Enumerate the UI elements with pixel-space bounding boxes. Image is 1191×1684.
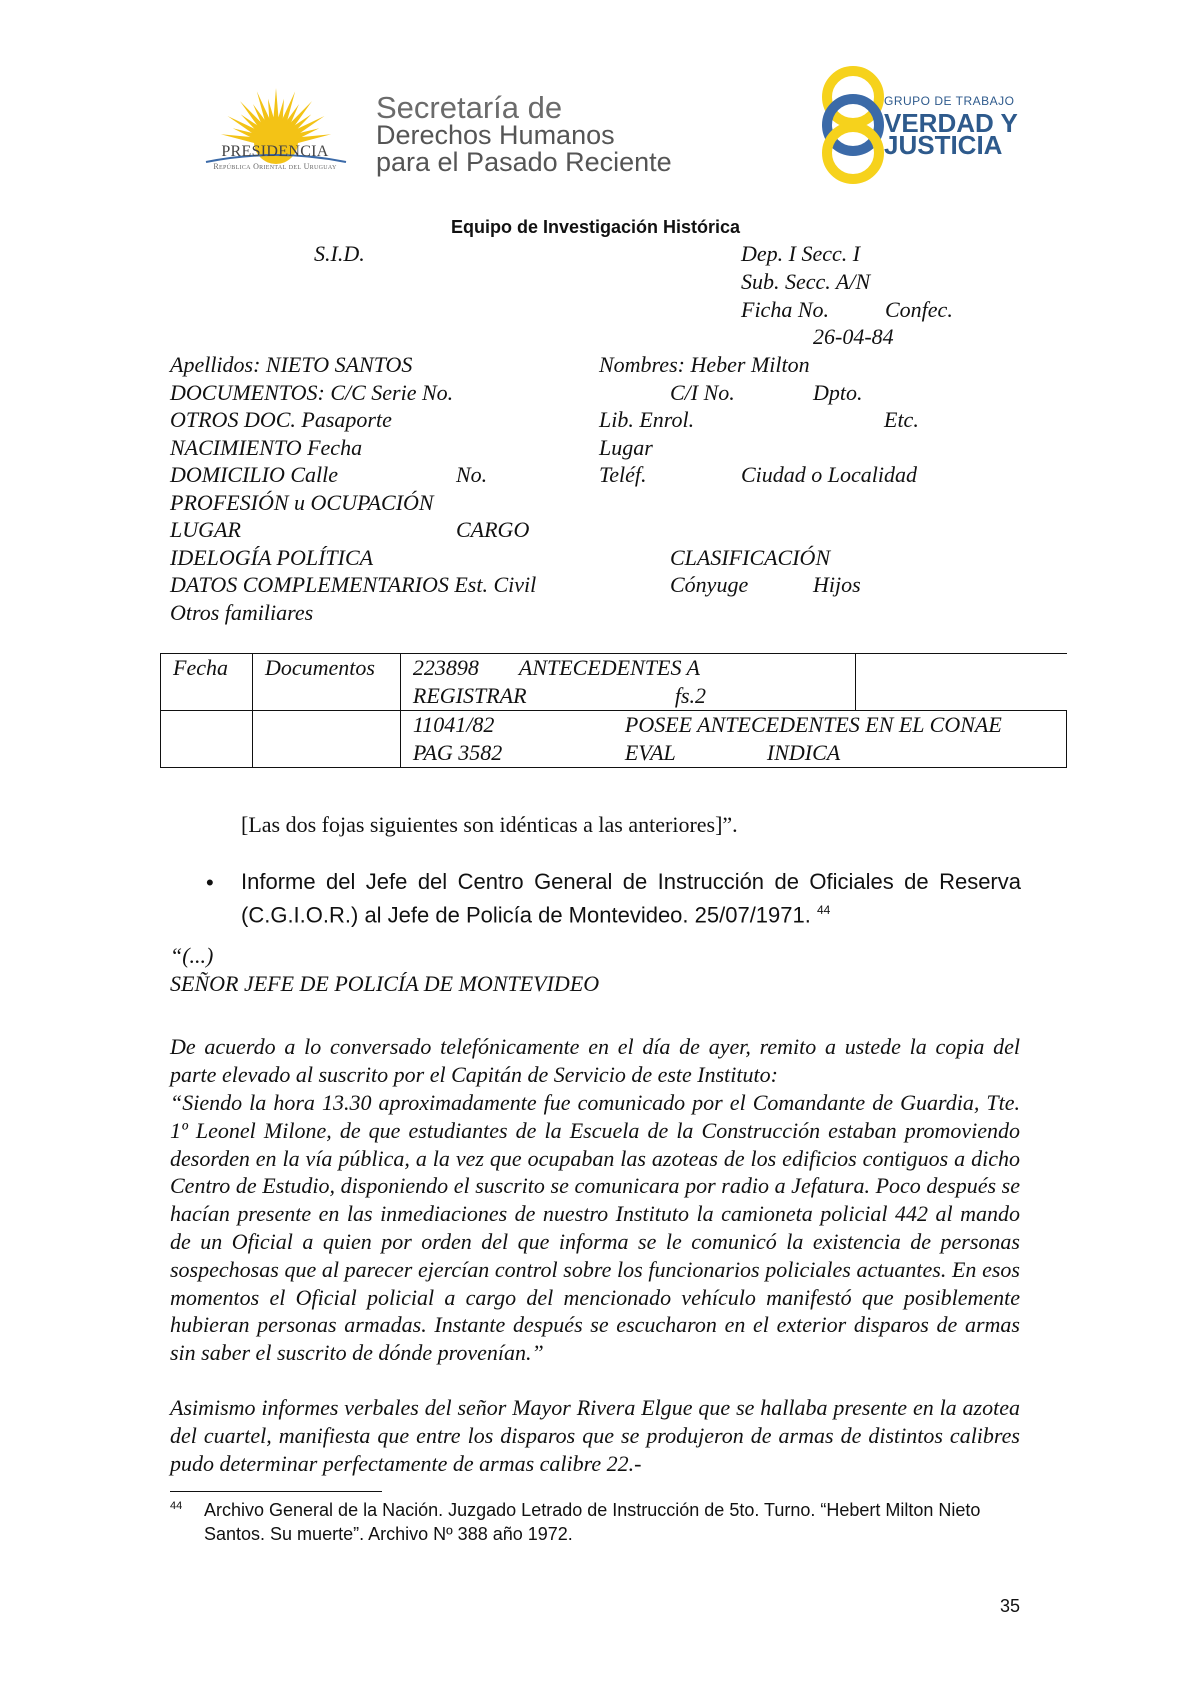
table-row	[161, 654, 1067, 711]
ficha-ficha-no: Ficha No.	[741, 297, 829, 322]
footnote-ref: 44	[817, 903, 831, 917]
ficha-nombres: Nombres: Heber Milton	[599, 352, 810, 377]
secretaria-line3: para el Pasado Reciente	[376, 147, 672, 177]
paragraph-1: De acuerdo a lo conversado telefónicamente en el día de ayer, remito a ustede la copia del parte elevado al suscrito por el Capitán de Servicio de este Instituto:	[170, 1034, 1020, 1087]
ficha-cargo: CARGO	[456, 517, 530, 542]
ficha-dep: Dep. I Secc. I	[741, 241, 861, 266]
ficha-telef: Teléf.	[599, 462, 647, 487]
presidencia-name: PRESIDENCIA	[221, 143, 329, 160]
addressee: SEÑOR JEFE DE POLICÍA DE MONTEVIDEO	[170, 971, 600, 996]
footnote-divider	[170, 1491, 382, 1492]
ficha-sid: S.I.D.	[314, 241, 365, 266]
presidencia-subtitle: República Oriental del Uruguay	[213, 162, 337, 171]
entry-2-number: 11041/82	[412, 712, 495, 737]
ficha-subsecc: Sub. Secc. A/N	[741, 269, 871, 294]
ficha-nacimiento: NACIMIENTO Fecha	[170, 435, 363, 460]
ficha-conyuge: Cónyuge	[670, 572, 749, 597]
secretaria-line1: Secretaría de	[376, 90, 563, 125]
entry-2-line2b: EVAL	[624, 740, 676, 765]
paragraph-2: “Siendo la hora 13.30 aproximadamente fue comunicado por el Comandante de Guardia, Tte. 1º Leonel Milone, de que estudiantes de la Escuela de la Construcción estaban promoviendo desorden en la vía pública, a la vez que ocupaban las azoteas de los edificios contiguos a dicho Centro de Estudio, disponiendo el suscrito se comunicara por radio a Jefatura. Poco después se hacían presente en las inmediaciones de nuestro Instituto la camioneta policial 442 al mando de un Oficial a quien por orden del que informa se le comunicó la existencia de personas sospechosas que al parecer ejercían control sobre los funcionarios policiales actuantes. En esos momentos el Oficial policial a cargo del mencionado vehículo manifestó que posiblemente hubieran personas armadas. Instante después se escucharon en el exterior disparos de armas sin saber el suscrito de dónde provenían.”	[170, 1090, 1020, 1366]
table-cell-empty	[856, 654, 1067, 711]
entry-1-line2b: fs.2	[674, 683, 707, 708]
ficha-documentos: DOCUMENTOS: C/C Serie No.	[170, 380, 454, 405]
entry-2-text: POSEE ANTECEDENTES EN EL CONAE	[624, 712, 1002, 737]
entry-2-line2a: PAG 3582	[412, 740, 503, 765]
table-cell-entry-2	[400, 711, 1066, 768]
table-cell-empty	[252, 711, 400, 768]
entry-1-text: ANTECEDENTES A	[518, 655, 700, 680]
note-identicas: [Las dos fojas siguientes son idénticas a las anteriores]”.	[241, 812, 738, 837]
quote-open: “(...)	[170, 943, 214, 968]
ficha-hijos: Hijos	[813, 572, 861, 597]
ficha-dpto: Dpto.	[813, 380, 863, 405]
grupo-line3: JUSTICIA	[884, 130, 1003, 160]
ficha-confec: Confec.	[885, 297, 953, 322]
verdad-justicia-rings-logo	[813, 64, 893, 186]
entry-1-number: 223898	[412, 655, 479, 680]
ficha-lugar-nac: Lugar	[599, 435, 653, 460]
ficha-dom-no: No.	[456, 462, 488, 487]
ficha-date: 26-04-84	[813, 324, 894, 349]
table-row	[161, 711, 1067, 768]
ficha-lib-enrol: Lib. Enrol.	[599, 407, 695, 432]
bullet-text: Informe del Jefe del Centro General de Instrucción de Oficiales de Reserva (C.G.I.O.R.) al Jefe de Policía de Montevideo. 25/07/1971.	[241, 869, 1021, 928]
grupo-line1: GRUPO DE TRABAJO	[884, 94, 1015, 108]
table-cell-entry-1	[400, 654, 856, 711]
ficha-etc: Etc.	[884, 407, 919, 432]
footnote-number: 44	[170, 1500, 183, 1512]
footnote-text: Archivo General de la Nación. Juzgado Letrado de Instrucción de 5to. Turno. “Hebert Milton Nieto Santos. Su muerte”. Archivo Nº 388 año 1972.	[204, 1500, 981, 1544]
ficha-otros-familiares: Otros familiares	[170, 600, 314, 625]
ficha-profesion: PROFESIÓN u OCUPACIÓN	[170, 490, 434, 515]
ficha-ci-no: C/I No.	[670, 380, 735, 405]
entry-2-line2c: INDICA	[766, 740, 841, 765]
table-cell-fecha-header: Fecha	[161, 654, 253, 711]
antecedentes-table	[160, 653, 1067, 768]
entry-1-line2a: REGISTRAR	[412, 683, 527, 708]
table-cell-documentos-header: Documentos	[252, 654, 400, 711]
ficha-lugar: LUGAR	[170, 517, 241, 542]
team-title: Equipo de Investigación Histórica	[450, 217, 741, 237]
ficha-otros-doc: OTROS DOC. Pasaporte	[170, 407, 392, 432]
ficha-ideologia: IDELOGÍA POLÍTICA	[170, 545, 374, 570]
bullet-item	[241, 868, 1021, 929]
secretaria-line2: Derechos Humanos	[376, 120, 615, 150]
paragraph-3: Asimismo informes verbales del señor Mayor Rivera Elgue que se hallaba presente en la azotea del cuartel, manifiesta que entre los disparos que se produjeron de armas de distintos calibres pudo determinar perfectamente de armas calibre 22.-	[170, 1395, 1020, 1476]
ficha-ciudad: Ciudad o Localidad	[741, 462, 918, 487]
page-number: 35	[1000, 1596, 1021, 1616]
ficha-datos-comp: DATOS COMPLEMENTARIOS Est. Civil	[170, 572, 537, 597]
ficha-apellidos: Apellidos: NIETO SANTOS	[170, 352, 413, 377]
table-cell-empty	[161, 711, 253, 768]
grupo-line2: VERDAD Y	[884, 108, 1018, 138]
ficha-domicilio: DOMICILIO Calle	[170, 462, 339, 487]
bullet-icon: •	[206, 870, 214, 895]
ficha-clasificacion: CLASIFICACIÓN	[670, 545, 831, 570]
